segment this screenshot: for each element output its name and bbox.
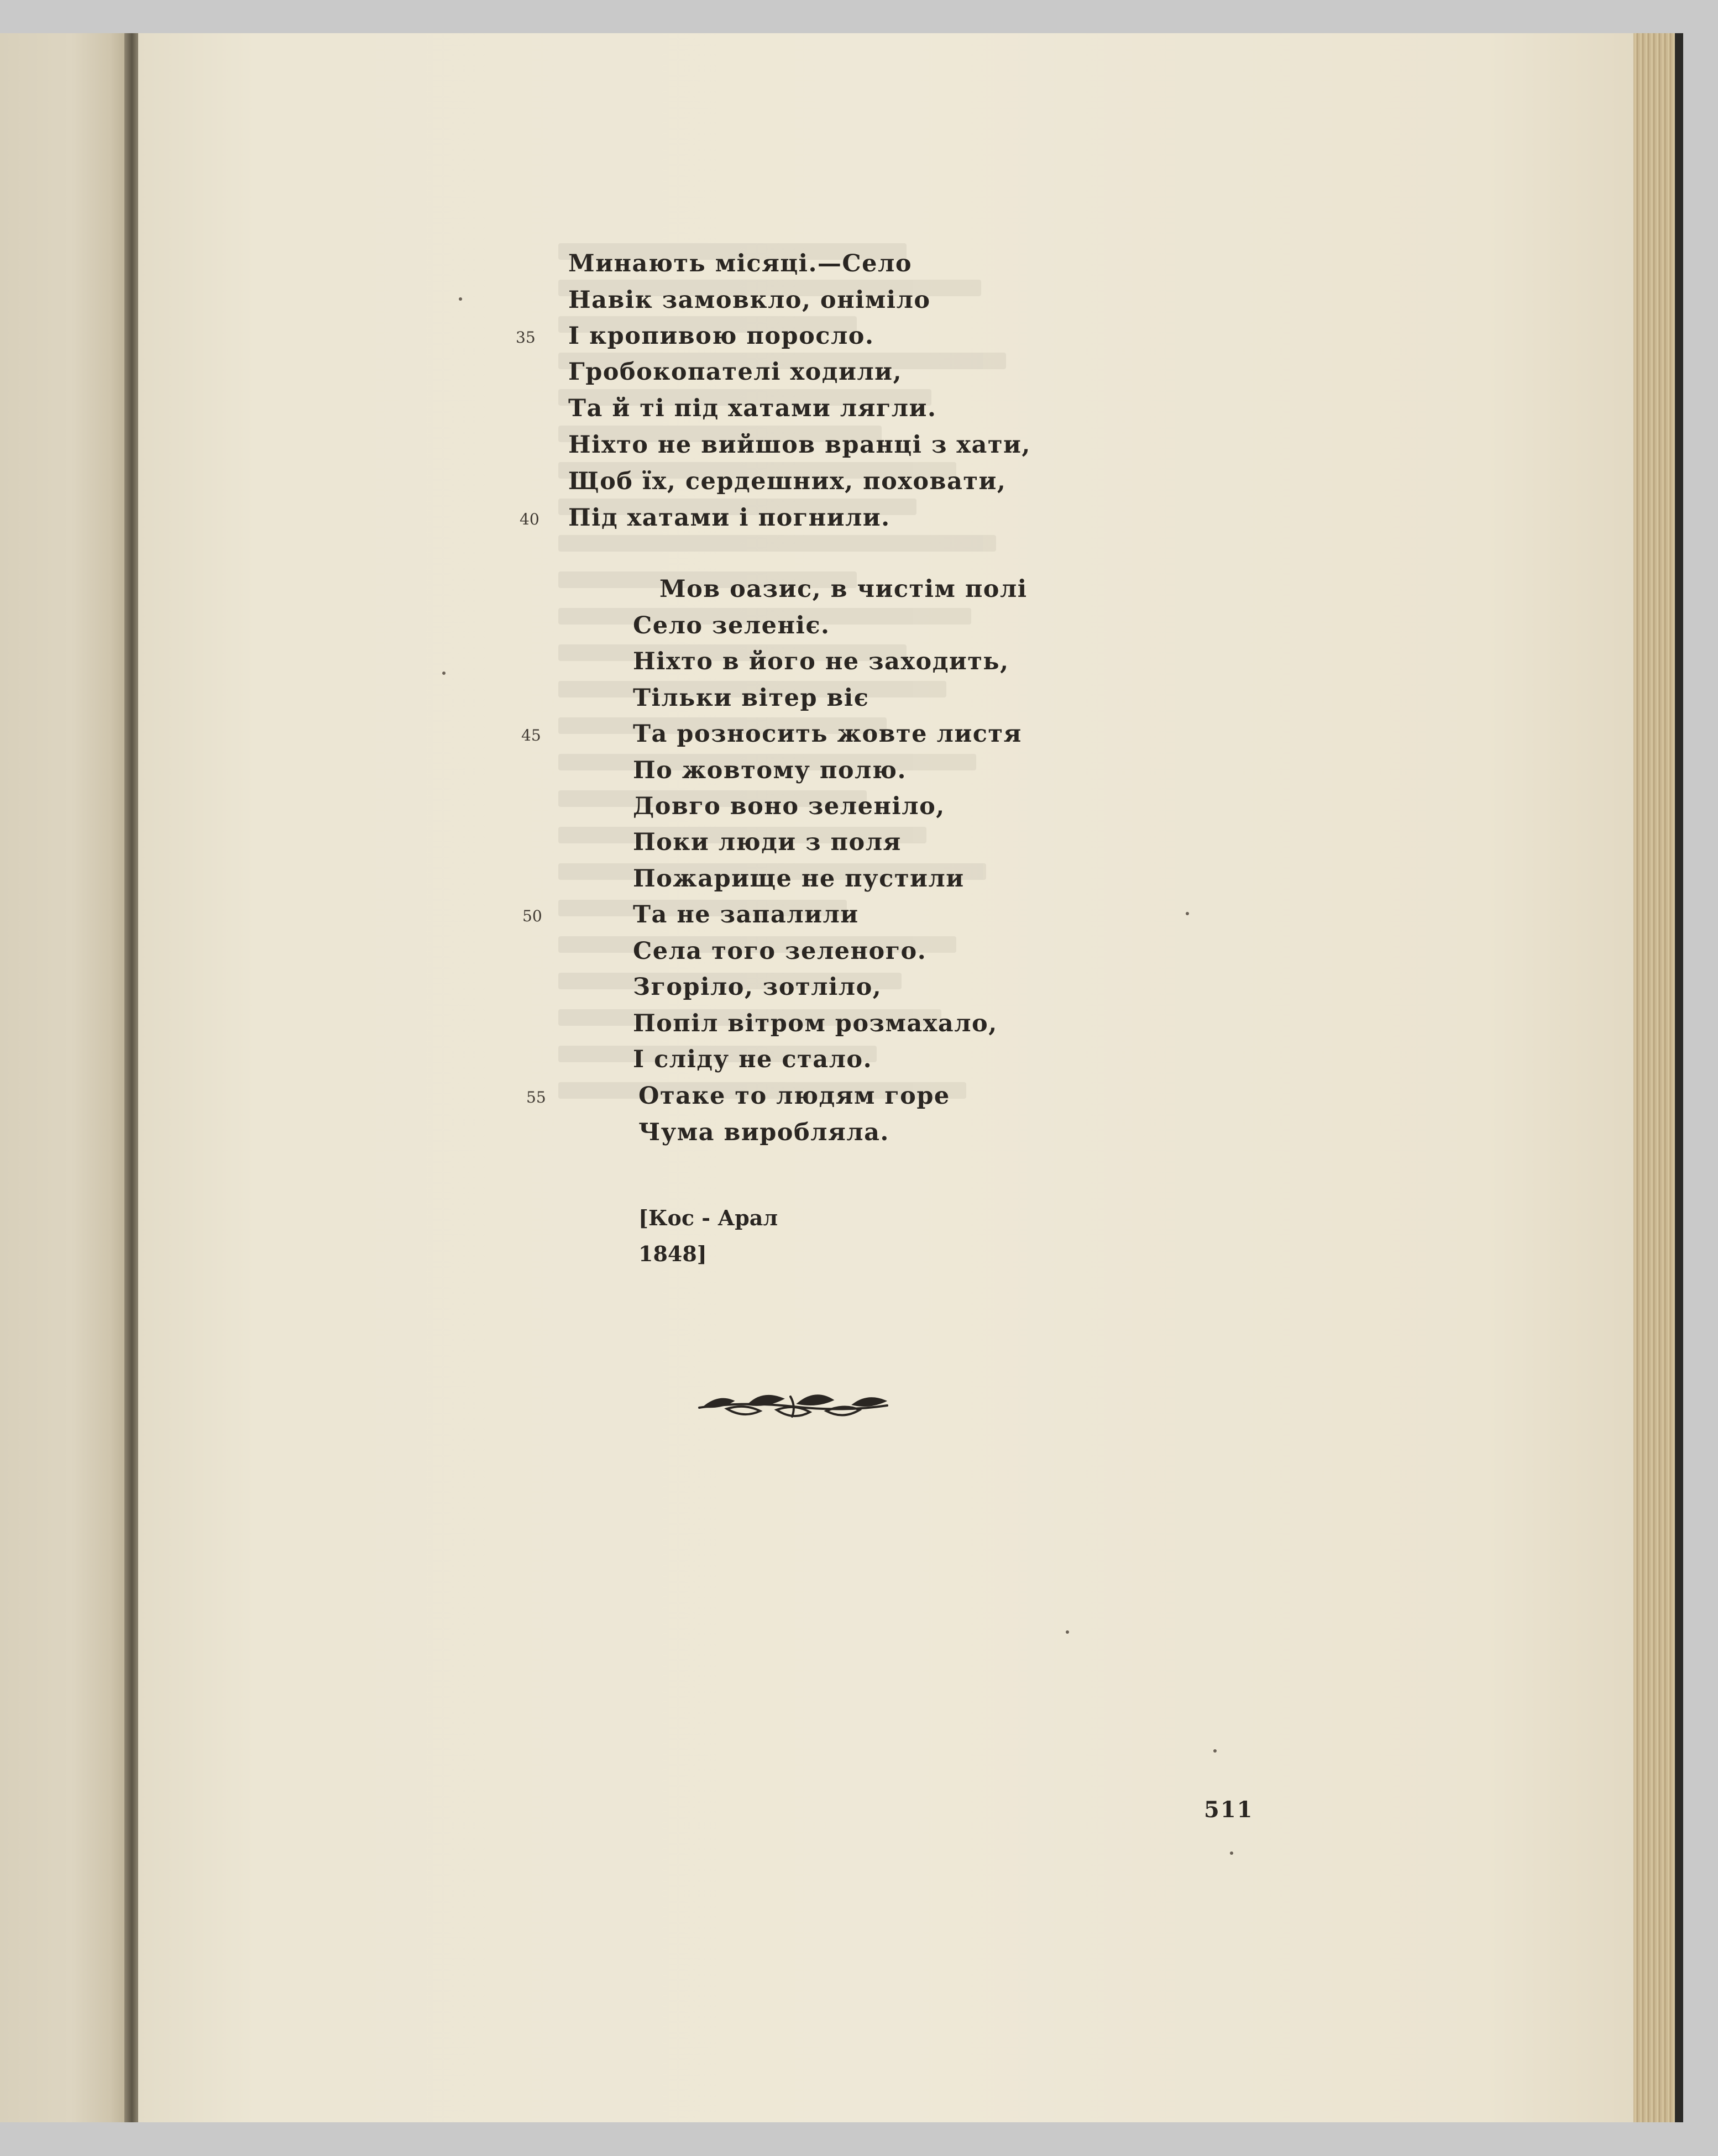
line-number: 45 (521, 726, 541, 744)
verse-line: Згоріло, зотліло, (633, 973, 882, 1001)
line-number: 55 (526, 1088, 546, 1106)
verse-line: Мов оазис, в чистім полі (659, 575, 1028, 603)
verse-line: Ніхто в його не заходить, (633, 648, 1009, 675)
verse-line: Щоб їх, сердешних, поховати, (568, 468, 1007, 495)
verse-line: Чума виробляла. (638, 1119, 889, 1146)
verse-line: Під хатами і погнили. (568, 504, 891, 532)
verse-line: І сліду не стало. (633, 1046, 873, 1073)
verse-line: По жовтому полю. (633, 757, 907, 784)
verse-line: Та не запалили (633, 901, 859, 929)
verse-line: Пожарище не пустили (633, 865, 965, 893)
paper-speck (1186, 912, 1189, 915)
verse-line: Села того зеленого. (633, 937, 927, 965)
verse-line: Гробокопателі ходили, (568, 358, 903, 386)
paper-speck (1066, 1630, 1069, 1634)
page-number: 511 (1204, 1797, 1254, 1823)
paper-speck (442, 672, 446, 675)
verse-line: Отаке то людям горе (638, 1082, 950, 1110)
paper-speck (1230, 1851, 1233, 1855)
paper-speck (1213, 1749, 1217, 1753)
verse-line: Минають місяці.—Село (568, 250, 913, 277)
book-cover-edge (1675, 33, 1683, 2122)
verse-line: Довго воно зеленіло, (633, 793, 945, 820)
paper-speck (459, 297, 462, 301)
verse-line: Поки люди з поля (633, 828, 902, 856)
verse-line: Попіл вітром розмахало, (633, 1010, 998, 1037)
verse-line: Та розносить жовте листя (633, 720, 1022, 748)
verse-line: Село зеленіє. (633, 612, 830, 639)
verse-line: Тільки вітер віє (633, 684, 870, 712)
left-facing-page (0, 33, 130, 2122)
colophon-year: 1848] (638, 1241, 707, 1266)
line-number: 40 (520, 510, 540, 528)
verse-line: Навік замовкло, оніміло (568, 286, 931, 314)
page-edges (1633, 33, 1675, 2122)
laurel-ornament-icon (694, 1384, 893, 1429)
verse-line: Та й ті під хатами лягли. (568, 395, 937, 422)
colophon-place: [Кос - Арал (638, 1205, 778, 1230)
verse-line: Ніхто не вийшов вранці з хати, (568, 431, 1031, 459)
verse-line: І кропивою поросло. (568, 322, 874, 350)
line-number: 50 (522, 907, 542, 925)
line-number: 35 (516, 328, 536, 347)
